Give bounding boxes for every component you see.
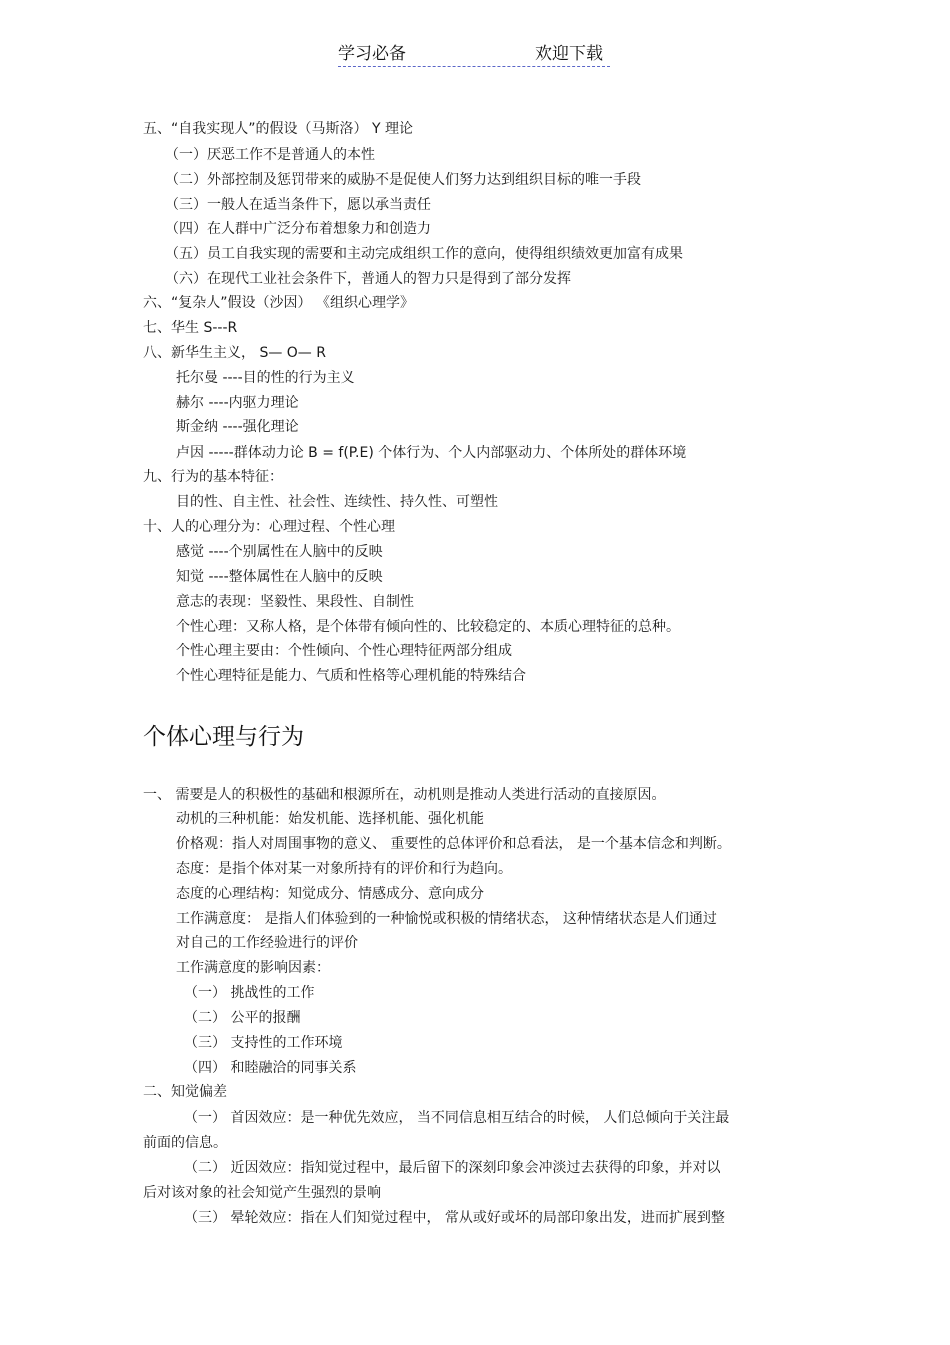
list-item: （五）员工自我实现的需要和主动完成组织工作的意向，使得组织绩效更加富有成果 <box>165 246 683 262</box>
heading-section-1: 一、 需要是人的积极性的基础和根源所在，动机则是推动人类进行活动的直接原因。 <box>143 787 666 803</box>
list-item: （二） 近因效应：指知觉过程中，最后留下的深刻印象会冲淡过去获得的印象，并对以 <box>184 1160 721 1176</box>
header-left-text: 学习必备 <box>338 44 406 64</box>
list-item: 工作满意度： 是指人们体验到的一种愉悦或积极的情绪状态， 这种情绪状态是人们通过 <box>176 911 717 927</box>
list-item: （三） 晕轮效应：指在人们知觉过程中， 常从或好或坏的局部印象出发，进而扩展到整 <box>184 1210 725 1226</box>
list-item: （六）在现代工业社会条件下，普通人的智力只是得到了部分发挥 <box>165 271 571 287</box>
list-item: 动机的三种机能：始发机能、选择机能、强化机能 <box>176 811 484 827</box>
heading-section-10: 十、人的心理分为：心理过程、个性心理 <box>143 519 395 535</box>
list-item: 对自己的工作经验进行的评价 <box>176 935 358 951</box>
heading-section-7: 七、华生 S---R <box>143 320 238 336</box>
list-item: （一） 首因效应：是一种优先效应， 当不同信息相互结合的时候， 人们总倾向于关注最 <box>184 1110 730 1126</box>
heading-section-2: 二、知觉偏差 <box>143 1084 227 1100</box>
list-item: 价格观：指人对周围事物的意义、 重要性的总体评价和总看法， 是一个基本信念和判断。 <box>176 836 731 852</box>
list-item: 感觉 ----个别属性在人脑中的反映 <box>176 544 383 560</box>
list-item: （三）一般人在适当条件下，愿以承当责任 <box>165 197 431 213</box>
list-item: 态度：是指个体对某一对象所持有的评价和行为趋向。 <box>176 861 512 877</box>
header-right-text: 欢迎下载 <box>535 44 603 64</box>
list-item: 斯金纳 ----强化理论 <box>176 419 299 435</box>
list-item: （一）厌恶工作不是普通人的本性 <box>165 147 375 163</box>
list-item: （四）在人群中广泛分布着想象力和创造力 <box>165 221 431 237</box>
heading-section-5: 五、“自我实现人”的假设（马斯洛） Y 理论 <box>143 121 413 137</box>
list-item: 态度的心理结构：知觉成分、情感成分、意向成分 <box>176 886 484 902</box>
list-item: 个性心理特征是能力、气质和性格等心理机能的特殊结合 <box>176 668 526 684</box>
list-item: 赫尔 ----内驱力理论 <box>176 395 299 411</box>
list-item: （四） 和睦融洽的同事关系 <box>184 1060 357 1076</box>
heading-section-9: 九、行为的基本特征： <box>143 469 283 485</box>
list-item: 个性心理：又称人格，是个体带有倾向性的、比较稳定的、本质心理特征的总种。 <box>176 619 680 635</box>
list-item-continued: 后对该对象的社会知觉产生强烈的景响 <box>143 1185 381 1201</box>
list-item-continued: 前面的信息。 <box>143 1135 227 1151</box>
list-item: （二）外部控制及惩罚带来的威胁不是促使人们努力达到组织目标的唯一手段 <box>165 172 641 188</box>
list-item: 意志的表现：坚毅性、果段性、自制性 <box>176 594 414 610</box>
list-item: （一） 挑战性的工作 <box>184 985 315 1001</box>
list-item: （三） 支持性的工作环境 <box>184 1035 343 1051</box>
heading-section-8: 八、新华生主义， S— O— R <box>143 345 326 361</box>
page-header <box>338 42 610 67</box>
list-item: （二） 公平的报酬 <box>184 1010 301 1026</box>
section-title: 个体心理与行为 <box>143 724 304 750</box>
list-item: 知觉 ----整体属性在人脑中的反映 <box>176 569 383 585</box>
list-item: 工作满意度的影响因素： <box>176 960 330 976</box>
list-item: 目的性、自主性、社会性、连续性、持久性、可塑性 <box>176 494 498 510</box>
heading-section-6: 六、“复杂人”假设（沙因） 《组织心理学》 <box>143 295 414 311</box>
list-item: 托尔曼 ----目的性的行为主义 <box>176 370 355 386</box>
list-item: 个性心理主要由：个性倾向、个性心理特征两部分组成 <box>176 643 512 659</box>
list-item: 卢因 -----群体动力论 B = f(P.E) 个体行为、个人内部驱动力、个体所处的群体环境 <box>176 445 687 461</box>
